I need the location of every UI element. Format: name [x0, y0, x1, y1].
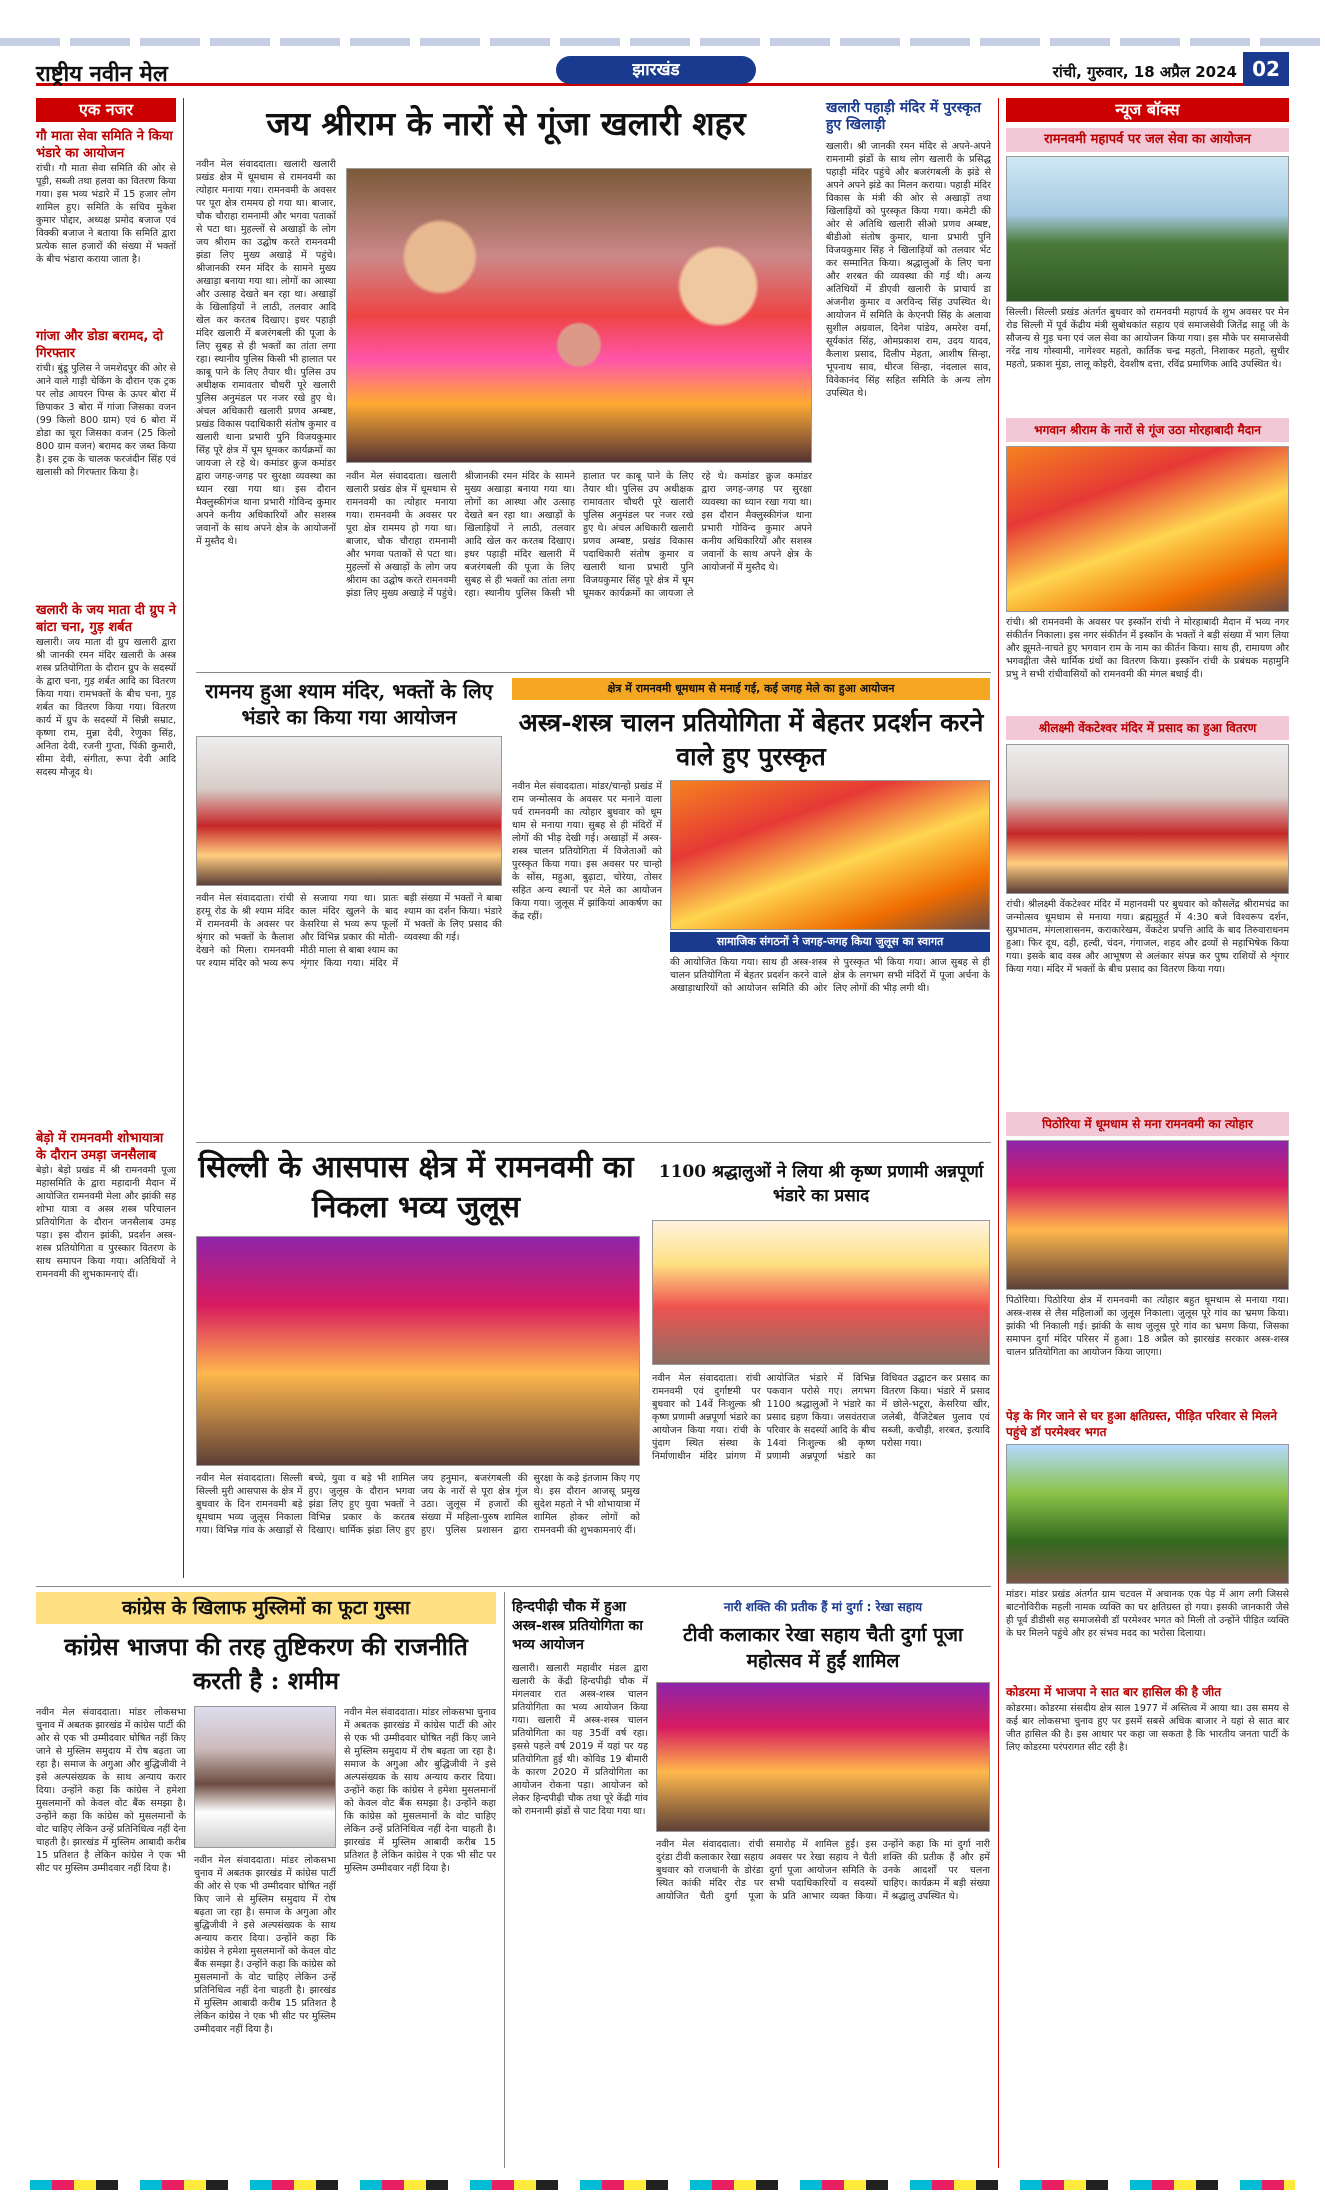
news-box-photo-5: [1006, 1444, 1289, 1584]
story1-photo: [346, 168, 812, 463]
brief-body-2: रांची। बुंडू पुलिस ने जमशेदपुर की ओर से आने वाले गाड़ी चेकिंग के दौरान एक ट्रक पर लोड आयरन पिग्स के ऊपर बोरा में छिपाकर 3 बोरा में गांजा जिसका वजन (99 किलो 800 ग्राम) एवं 6 बोरा में डोडा का चूरा जिसका वजन (25 किलो 800 ग्राम वजन) बरामद कर जब्त किया है। इस ट्रक के चालक फरजंदीन सिंह एवं खलासी को गिरफ्तार किया है।: [36, 363, 176, 478]
brief-title-4: बेड़ो में रामनवमी शोभायात्रा के दौरान उमड़ा जनसैलाब: [36, 1131, 164, 1163]
news-box-photo-2: [1006, 446, 1289, 612]
story4-banner: क्षेत्र में रामनवमी धूमधाम से मनाई गई, कई जगह मेले का हुआ आयोजन: [512, 678, 990, 700]
news-box-photo-4: [1006, 1140, 1289, 1290]
story4-photo: [670, 780, 990, 930]
story8-body: खलारी। खलारी महावीर मंडल द्वारा खलारी के केंद्री हिन्दपीढ़ी चौक में मंगलवार रात अस्त्र-शस्त्र चालन प्रतियोगिता का भव्य आयोजन किया गया। खलारी में अस्त्र-शस्त्र चालन प्रतियोगिता का यह 35वीं वर्ष रहा। इससे पहले वर्ष 2019 में यहां पर यह प्रतियोगिता हुई थी। कोविड 19 बीमारी के कारण 2020 में प्रतियोगिता का आयोजन रोकना पड़ा। आयोजन को लेकर हिन्दपीढ़ी चौक तथा पूरे केंद्री गांव को रामनामी झंडों से पाट दिया गया था।: [512, 1663, 648, 1817]
left-divider: [183, 98, 184, 1578]
story7-body-b: नवीन मेल संवाददाता। मांडर लोकसभा चुनाव में अबतक झारखंड में कांग्रेस पार्टी की ओर से एक भी उम्मीदवार घोषित नहीं किए जाने से मुस्लिम समुदाय में रोष बढ़ता जा रहा है। समाज के अगुआ और बुद्धिजीवी ने इसे अल्पसंख्यक के साथ अन्याय करार दिया। उन्होंने कहा कि कांग्रेस ने हमेशा मुसलमानों को केवल वोट बैंक समझा है। उन्होंने कहा कि कांग्रेस को मुसलमानों के वोट चाहिए लेकिन उन्हें प्रतिनिधित्व नहीं देना चाहती है। झारखंड में मुस्लिम आबादी करीब 15 प्रतिशत है लेकिन कांग्रेस ने एक भी सीट पर मुस्लिम उम्मीदवार नहीं दिया है।: [194, 1855, 336, 2035]
story1-headline: जय श्रीराम के नारों से गूंजा खलारी शहर: [266, 104, 746, 143]
story4-body-2: की आयोजित किया गया। साथ ही अस्त्र-शस्त्र चालन प्रतियोगिता में बेहतर प्रदर्शन करने वाले अखाड़ाधारियों को आयोजन समिति की ओर से पुरस्कृत भी किया गया। आज सुबह से ही क्षेत्र के लगभग सभी मंदिरों में पूजा अर्चना के लिए लोगों की भीड़ लगी थी।: [670, 957, 990, 994]
story7-headline: कांग्रेस भाजपा की तरह तुष्टिकरण की राजनीति करती है : शमीम: [64, 1632, 468, 1695]
news-box-title-2: भगवान श्रीराम के नारों से गूंज उठा मोरहाबादी मैदान: [1006, 418, 1289, 442]
news-box-body-1: सिल्ली। सिल्ली प्रखंड अंतर्गत बुधवार को रामनवमी महापर्व के शुभ अवसर पर मेन रोड सिल्ली में पूर्व केंद्रीय मंत्री सुबोधकांत सहाय एवं समाजसेवी जितेंद्र साहू जी के सौजन्य से गुड़ चना एवं जल सेवा का आयोजन किया गया। इस मौके पर समाजसेवी नरेंद्र नाथ गोस्वामी, नागेश्वर महतो, कार्तिक चन्द्र महतो, निशाकर महतो, सुधीर महतो, प्रकाश मुंडा, लालू कोइरी, देवशीष दत्ता, रविंद्र प्रमाणिक आदि उपस्थित थे।: [1006, 307, 1289, 370]
news-box-body-5: मांडर। मांडर प्रखंड अंतर्गत ग्राम चटवल में अचानक एक पेड़ में आग लगी जिससे बाटनोविरीक महली नामक व्यक्ति का घर क्षतिग्रस्त हो गया। इसकी जानकारी जैसे ही पूर्व डीडीसी सह समाजसेवी डॉ परमेश्वर भगत को मिली तो उन्होंने पीड़ित व्यक्ति के घर मिलने पहुंचे और हर संभव मदद का भरोसा दिलाया।: [1006, 1589, 1289, 1639]
story7-body-a: नवीन मेल संवाददाता। मांडर लोकसभा चुनाव में अबतक झारखंड में कांग्रेस पार्टी की ओर से एक भी उम्मीदवार घोषित नहीं किए जाने से मुस्लिम समुदाय में रोष बढ़ता जा रहा है। समाज के अगुआ और बुद्धिजीवी ने इसे अल्पसंख्यक के साथ अन्याय करार दिया। उन्होंने कहा कि कांग्रेस ने हमेशा मुसलमानों को केवल वोट बैंक समझा है। उन्होंने कहा कि कांग्रेस को मुसलमानों के वोट चाहिए लेकिन उन्हें प्रतिनिधित्व नहीं देना चाहती है। झारखंड में मुस्लिम आबादी करीब 15 प्रतिशत है लेकिन कांग्रेस ने एक भी सीट पर मुस्लिम उम्मीदवार नहीं दिया है।: [36, 1707, 186, 1874]
story5-photo: [196, 1236, 640, 1466]
story2-body: खलारी। श्री जानकी रमन मंदिर से अपने-अपने रामनामी झंडों के साथ लोग खलारी के प्रसिद्ध पहाड़ी मंदिर पहुंचे और बजरंगबली के झंडे से अपने अपने झंडे का मिलन कराया। पहाड़ी मंदिर विकास के मंत्री की ओर से अखाड़ों तथा खिलाड़ियों को पुरस्कृत किया गया। कमेटी की ओर से अतिथि खलारी सीओ प्रणव अम्बष्ट, बीडीओ संतोष कुमार, थाना प्रभारी पुनि विजयकुमार सिंह ने खिलाड़ियों को तलवार भेंट कर सम्मानित किया। श्रद्धालुओं के लिए चना और शरबत की व्यवस्था की गई थी। अन्य अतिथियों में डीएवी खलारी के प्राचार्य डा अंजनीश कुमार व अरविन्द सिंह उपस्थित थे। आयोजन में समिति के केएनपी सिंह के अलावा सुशील अग्रवाल, दिनेश पांडेय, अमरेश वर्मा, सूर्यकांत सिंह, ओमप्रकाश राम, उदय यादव, कैलाश प्रसाद, दिलीप मेहता, आशीष सिन्हा, भूपनाथ साव, धीरज सिन्हा, नंदलाल साव, विवेकानंद सिंह सहित समिति के अन्य लोग उपस्थित थे।: [826, 141, 991, 399]
story9-photo: [656, 1682, 990, 1832]
rule-2: [196, 1142, 991, 1143]
left-column: [36, 98, 176, 1098]
story3-headline: रामनय हुआ श्याम मंदिर, भक्तों के लिए भंडारे का किया गया आयोजन: [205, 679, 493, 729]
news-box-body-6: कोडरमा। कोडरमा संसदीय क्षेत्र साल 1977 में अस्तित्व में आया था। उस समय से कई बार लोकसभा चुनाव हुए पर इसमें सबसे अधिक बाजार ने यहां से सात बार जीत हासिल की है। इस आधार पर कहा जा सकता है कि भारतीय जनता पार्टी के लिए कोडरमा परंपरागत सीट रही है।: [1006, 1703, 1289, 1753]
news-box-title-5: पेड़ के गिर जाने से घर हुआ क्षतिग्रस्त, पीड़ित परिवार से मिलने पहुंचे डॉ परमेश्वर भगत: [1006, 1409, 1277, 1439]
newspaper-name: राष्ट्रीय नवीन मेल: [36, 61, 168, 87]
page-number: 02: [1243, 52, 1289, 86]
mid-divider: [504, 1592, 505, 2168]
right-column: [1006, 98, 1289, 2168]
news-box-body-3: रांची। श्रीलक्ष्मी वेंकटेश्वर मंदिर में महानवमी पर बुधवार को कौसलेंद्र श्रीरामचंद्र का जन्मोत्सव धूमधाम से मनाया गया। ब्रह्ममुहूर्त में 4:30 बजे विश्वरूप दर्शन, सुप्रभातम, मंगलाशासनम, कराकारेखम, वेंकटेश प्रपत्ति आदि के बाद तिरुवाराधनम हुआ। फिर दूध, दही, हल्दी, चंदन, गंगाजल, शहद और द्रव्यों से महाभिषेक किया गया। इसके बाद वस्त्र और आभूषण से अलंकार संपन्न कर पुष्प राशियों से शृंगार किया गया। मंदिर में भक्तों के बीच प्रसाद का वितरण किया गया।: [1006, 899, 1289, 975]
right-column-head: न्यूज बॉक्स: [1006, 98, 1289, 122]
story1-body-b: नवीन मेल संवाददाता। खलारी खलारी प्रखंड क्षेत्र में धूमधाम से रामनवमी का त्योहार मनाया गया। रामनवमी के अवसर पर पूरा क्षेत्र राममय हो गया था। बाजार, चौक चौराहा रामनामी और भगवा पताकों से पटा था। मुहल्लों से अखाड़ों के लोग जय श्रीराम का उद्घोष करते रामनवमी झंडा लिए मुख्य अखाड़े में पहुंचे। श्रीजानकी रमन मंदिर के सामने मुख्य अखाड़ा बनाया गया था। लोगों का आस्था और उत्साह देखते बन रहा था। अखाड़ों के खिलाड़ियों ने लाठी, तलवार आदि खेल कर करतब दिखाए। इधर पहाड़ी मंदिर खलारी में बजरंगबली की पूजा के लिए सुबह से ही भक्तों का तांता लगा रहा। स्थानीय पुलिस किसी भी हालात पर काबू पाने के लिए तैयार थी। पुलिस उप अधीक्षक रामावतार चौधरी पूरे खलारी पुलिस अनुमंडल पर नजर रखे हुए थे। अंचल अधिकारी खलारी प्रणव अम्बष्ट, प्रखंड विकास पदाधिकारी संतोष कुमार व खलारी थाना प्रभारी पुनि विजयकुमार सिंह पूरे क्षेत्र में घूम घूमकर कार्यक्रमों का जायजा ले रहे थे। कमांडर क्रुज कमांडर द्वारा जगह-जगह पर सुरक्षा व्यवस्था का ध्यान रखा गया था। इस दौरान मैक्लुस्कीगंज थाना प्रभारी गोविन्द कुमार अपने कनीय अधिकारियों और सशस्त्र जवानों के साथ अपने क्षेत्र के आयोजनों में मुस्तैद थे।: [346, 471, 812, 599]
top-color-band: [0, 38, 1325, 46]
story9-kicker: नारी शक्ति की प्रतीक हैं मां दुर्गा : रेखा सहाय: [723, 1600, 923, 1614]
news-box-body-2: रांची। श्री रामनवमी के अवसर पर इस्कॉन रांची ने मोरहाबादी मैदान में भव्य नगर संकीर्तन निकाला। इस नगर संकीर्तन में इस्कॉन के भक्तों ने बड़ी संख्या में भाग लिया और झूमते-नाचते हुए भगवान राम के नाम का कीर्तन किया। साथ ही, रामायण और भगवद्गीता जैसे धार्मिक ग्रंथों का वितरण किया। इस्कॉन रांची के प्रबंधक महामुनि प्रभु ने सभी रांचीवासियों को रामनवमी की मंगल बधाई दी।: [1006, 617, 1289, 680]
news-box-title-6: कोडरमा में भाजपा ने सात बार हासिल की है जीत: [1006, 1685, 1222, 1699]
story3-photo: [196, 736, 502, 886]
news-box-title-4: पिठोरिया में धूमधाम से मना रामनवमी का त्योहार: [1006, 1112, 1289, 1136]
brief-body-4: बेड़ो। बेड़ो प्रखंड में श्री रामनवमी पूजा महासमिति के द्वारा महादानी मैदान में आयोजित रामनवमी मेला और झांकी सह शोभा यात्रा व अस्त्र शस्त्र परिचालन प्रतियोगिता के दौरान जनसैलाब उमड़ पड़ा। इस दौरान झांकी, प्रदर्शन अस्त्र-शस्त्र प्रतियोगिता व पुरस्कार वितरण के साथ समापन किया गया। अतिथियों ने रामनवमी की शुभकामनाएं दीं।: [36, 1165, 176, 1280]
brief-title-2: गांजा और डोडा बरामद, दो गिरफ्तार: [36, 329, 164, 361]
story9-body: नवीन मेल संवाददाता। रांची दुरंडा टीवी कलाकार रेखा सहाय बुधवार को राजधानी के डोरंडा स्थित कांकी मंदिर रोड पर आयोजित चैती दुर्गा पूजा समारोह में शामिल हुईं। इस अवसर पर रेखा सहाय ने चैती दुर्गा पूजा आयोजन समिति के सभी पदाधिकारियों व सदस्यों के प्रति आभार व्यक्त किया। उन्होंने कहा कि मां दुर्गा नारी शक्ति की प्रतीक हैं और हमें उनके आदर्शों पर चलना चाहिए। कार्यक्रम में बड़ी संख्या में श्रद्धालु उपस्थित थे।: [656, 1839, 990, 1902]
story7-banner: कांग्रेस के खिलाफ मुस्लिमों का फूटा गुस्सा: [36, 1592, 496, 1624]
news-box-body-4: पिठोरिया। पिठोरिया क्षेत्र में रामनवमी का त्योहार बहुत धूमधाम से मनाया गया। अस्त्र-शस्त्र से लैस महिलाओं का जुलूस निकाला। जुलूस पूरे गांव का भ्रमण किया। झांकी भी निकाली गई। झांकी के साथ जुलूस पूरे गांव का भ्रमण किया, जिसका समापन दुर्गा मंदिर परिसर में हुआ। 18 अप्रैल को झारखंड सरकार अस्त्र-शस्त्र चालन प्रतियोगिता का आयोजन किया जाएगा।: [1006, 1295, 1289, 1358]
left-column-head: एक नजर: [36, 98, 176, 122]
story1-body-a: नवीन मेल संवाददाता। खलारी खलारी प्रखंड क्षेत्र में धूमधाम से रामनवमी का त्योहार मनाया गया। रामनवमी के अवसर पर पूरा क्षेत्र राममय हो गया था। बाजार, चौक चौराहा रामनामी और भगवा पताकों से पटा था। मुहल्लों से अखाड़ों के लोग जय श्रीराम का उद्घोष करते रामनवमी झंडा लिए मुख्य अखाड़े में पहुंचे। श्रीजानकी रमन मंदिर के सामने मुख्य अखाड़ा बनाया गया था। लोगों का आस्था और उत्साह देखते बन रहा था। अखाड़ों के खिलाड़ियों ने लाठी, तलवार आदि खेल कर करतब दिखाए। इधर पहाड़ी मंदिर खलारी में बजरंगबली की पूजा के लिए सुबह से ही भक्तों का तांता लगा रहा। स्थानीय पुलिस किसी भी हालात पर काबू पाने के लिए तैयार थी। पुलिस उप अधीक्षक रामावतार चौधरी पूरे खलारी पुलिस अनुमंडल पर नजर रखे हुए थे। अंचल अधिकारी खलारी प्रणव अम्बष्ट, प्रखंड विकास पदाधिकारी संतोष कुमार व खलारी थाना प्रभारी पुनि विजयकुमार सिंह पूरे क्षेत्र में घूम घूमकर कार्यक्रमों का जायजा ले रहे थे। कमांडर क्रुज कमांडर द्वारा जगह-जगह पर सुरक्षा व्यवस्था का ध्यान रखा गया था। इस दौरान मैक्लुस्कीगंज थाना प्रभारी गोविन्द कुमार अपने कनीय अधिकारियों और सशस्त्र जवानों के साथ अपने क्षेत्र के आयोजनों में मुस्तैद थे।: [196, 159, 336, 547]
story4-caption: सामाजिक संगठनों ने जगह-जगह किया जुलूस का स्वागत: [670, 932, 990, 952]
masthead: [36, 58, 1289, 86]
brief-title-1: गौ माता सेवा समिति ने किया भंडारे का आयोजन: [36, 129, 173, 161]
story6-photo: [652, 1220, 990, 1365]
story3-body: नवीन मेल संवाददाता। रांची हरमू रोड के श्री श्याम मंदिर में रामनवमी के अवसर पर श्रृंगार को भक्तों के कैलाश देखने को मिला। रामनवमी पर श्याम मंदिर को भव्य रूप से सजाया गया था। प्रातः काल मंदिर खुलने के बाद केसरिया से भव्य रूप फूलों और विभिन्न प्रकार की मोती-मीठी माला से बाबा श्याम का शृंगार किया गया। मंदिर में बड़ी संख्या में भक्तों ने बाबा श्याम का दर्शन किया। भंडारे में भक्तों के लिए प्रसाद की व्यवस्था की गई।: [196, 893, 502, 969]
story4-headline: अस्त्र-शस्त्र चालन प्रतियोगिता में बेहतर प्रदर्शन करने वाले हुए पुरस्कृत: [518, 708, 984, 771]
story5-body: नवीन मेल संवाददाता। सिल्ली सिल्ली मुरी आसपास के क्षेत्र में बुधवार के दिन रामनवमी बड़े धूमधाम भव्य जुलूस निकाला गया। विभिन्न गांव के अखाड़ों से बच्चे, युवा व बड़े भी शामिल हुए। जुलूस के दौरान भगवा झंडा लिए हुए युवा भक्तों ने विभिन्न प्रकार के करतब दिखाए। धार्मिक झंडा लिए हुए जय हनुमान, बजरंगबली की जय के नारों से पूरा क्षेत्र गूंज उठा। जुलूस में हजारों की संख्या में महिला-पुरुष शामिल हुए। पुलिस प्रशासन द्वारा सुरक्षा के कड़े इंतजाम किए गए थे। इस दौरान आजसू प्रमुख सुदेश महतो ने भी शोभायात्रा में शामिल होकर लोगों को रामनवमी की शुभकामनाएं दीं।: [196, 1473, 640, 1536]
rule-1: [196, 672, 991, 673]
brief-title-3: खलारी के जय माता दी ग्रुप ने बांटा चना, गुड़ शर्बत: [36, 603, 176, 635]
rule-3: [36, 1586, 991, 1587]
story4-body: नवीन मेल संवाददाता। मांडर/चान्हो प्रखंड में राम जन्मोत्सव के अवसर पर मनाने वाला पर्व रामनवमी का त्योहार बुधवार को धूम धाम से मनाया गया। सुबह से ही मंदिरों में लोगों की भीड़ देखी गई। अखाड़ों में अस्त्र-शस्त्र चालन प्रतियोगिता में विजेताओं को पुरस्कृत किया गया। इस अवसर पर चान्हो के सोंस, महुआ, बुढ़ाटा, चोरेया, तोसर सहित अन्य स्थानों पर मेले का आयोजन किया गया। जुलूस में झांकियां आकर्षण का केंद्र रहीं।: [512, 781, 662, 922]
story7-photo: [194, 1706, 336, 1848]
story6-headline: 1100 श्रद्धालुओं ने लिया श्री कृष्ण प्रणामी अन्नपूर्णा भंडारे का प्रसाद: [658, 1162, 984, 1206]
story2-headline: खलारी पहाड़ी मंदिर में पुरस्कृत हुए खिलाड़ी: [826, 100, 981, 133]
left-column-lower: [36, 1130, 176, 1480]
section-badge: झारखंड: [556, 56, 756, 84]
story8-headline: हिन्दपीढ़ी चौक में हुआ अस्त्र-शस्त्र प्रतियोगिता का भव्य आयोजन: [512, 1599, 643, 1653]
story6-body: नवीन मेल संवाददाता। रांची रामनवमी एवं दुर्गाष्टमी पर बुधवार को 14वें निःशुल्क श्री कृष्ण प्रणामी अन्नपूर्णा भंडारे का आयोजन किया गया। रांची के पुंदाग स्थित संस्था के निर्माणाधीन मंदिर प्रांगण में आयोजित भंडारे में विभिन्न पकवान परोसे गए। लगभग 1100 श्रद्धालुओं ने भंडारे का प्रसाद ग्रहण किया। जसवंतराज परिवार के सदस्यों आदि के बीच 14वां निःशुल्क श्री कृष्ण प्रणामी अन्नपूर्णा भंडारे का विधिवत उद्घाटन कर प्रसाद का वितरण किया। भंडारे में प्रसाद में छोले-भटूरा, केसरिया खीर, जलेबी, वैजिटेबल पुलाव एवं सब्जी, कचौड़ी, शरबत, इत्यादि परोसा गया।: [652, 1373, 990, 1462]
brief-body-3: खलारी। जय माता दी ग्रुप खलारी द्वारा श्री जानकी रमन मंदिर खलारी के अस्त्र शस्त्र प्रतियोगिता के दौरान ग्रुप के सदस्यों के द्वारा चना, गुड़ शर्बत आदि का वितरण किया गया। रामभक्तों के बीच चना, गुड़ शर्बत का वितरण किया गया। वितरण कार्य में ग्रुप के सदस्यों में सिन्नी सम्राट, कृष्णा राम, मुन्ना देवी, रेणुका सिंह, अनिता देवी, रजनी गुप्ता, पिंकी कुमारी, सीमा देवी, संगीता, रूपा देवी आदि सदस्य मौजूद थे।: [36, 637, 176, 778]
news-box-photo-3: [1006, 744, 1289, 894]
brief-body-1: रांची। गौ माता सेवा समिति की ओर से पूड़ी, सब्जी तथा हलवा का वितरण किया गया। इस भव्य भंडारे में 15 हजार लोग शामिल हुए। समिति के सचिव मुकेश कुमार पोद्दार, अध्यक्ष प्रमोद बजाज एवं विक्की बजाज ने बताया कि समिति द्वारा प्रत्येक साल हजारों की संख्या में भक्तों के बीच भंडारा कराया जाता है।: [36, 163, 176, 265]
story5-headline: सिल्ली के आसपास क्षेत्र में रामनवमी का निकला भव्य जुलूस: [198, 1150, 634, 1225]
story9-headline: टीवी कलाकार रेखा सहाय चैती दुर्गा पूजा महोत्सव में हुईं शामिल: [683, 1624, 963, 1672]
news-box-photo-1: [1006, 156, 1289, 302]
right-divider: [998, 98, 999, 2168]
news-box-title-1: रामनवमी महापर्व पर जल सेवा का आयोजन: [1006, 128, 1289, 152]
issue-date: रांची, गुरुवार, 18 अप्रैल 2024: [1052, 63, 1237, 81]
story7-body-c: नवीन मेल संवाददाता। मांडर लोकसभा चुनाव में अबतक झारखंड में कांग्रेस पार्टी की ओर से एक भी उम्मीदवार घोषित नहीं किए जाने से मुस्लिम समुदाय में रोष बढ़ता जा रहा है। समाज के अगुआ और बुद्धिजीवी ने इसे अल्पसंख्यक के साथ अन्याय करार दिया। उन्होंने कहा कि कांग्रेस ने हमेशा मुसलमानों को केवल वोट बैंक समझा है। उन्होंने कहा कि कांग्रेस को मुसलमानों के वोट चाहिए लेकिन उन्हें प्रतिनिधित्व नहीं देना चाहती है। झारखंड में मुस्लिम आबादी करीब 15 प्रतिशत है लेकिन कांग्रेस ने एक भी सीट पर मुस्लिम उम्मीदवार नहीं दिया है।: [344, 1707, 496, 1874]
footer-color-band: [30, 2180, 1295, 2190]
news-box-title-3: श्रीलक्ष्मी वेंकटेश्वर मंदिर में प्रसाद का हुआ वितरण: [1006, 716, 1289, 740]
